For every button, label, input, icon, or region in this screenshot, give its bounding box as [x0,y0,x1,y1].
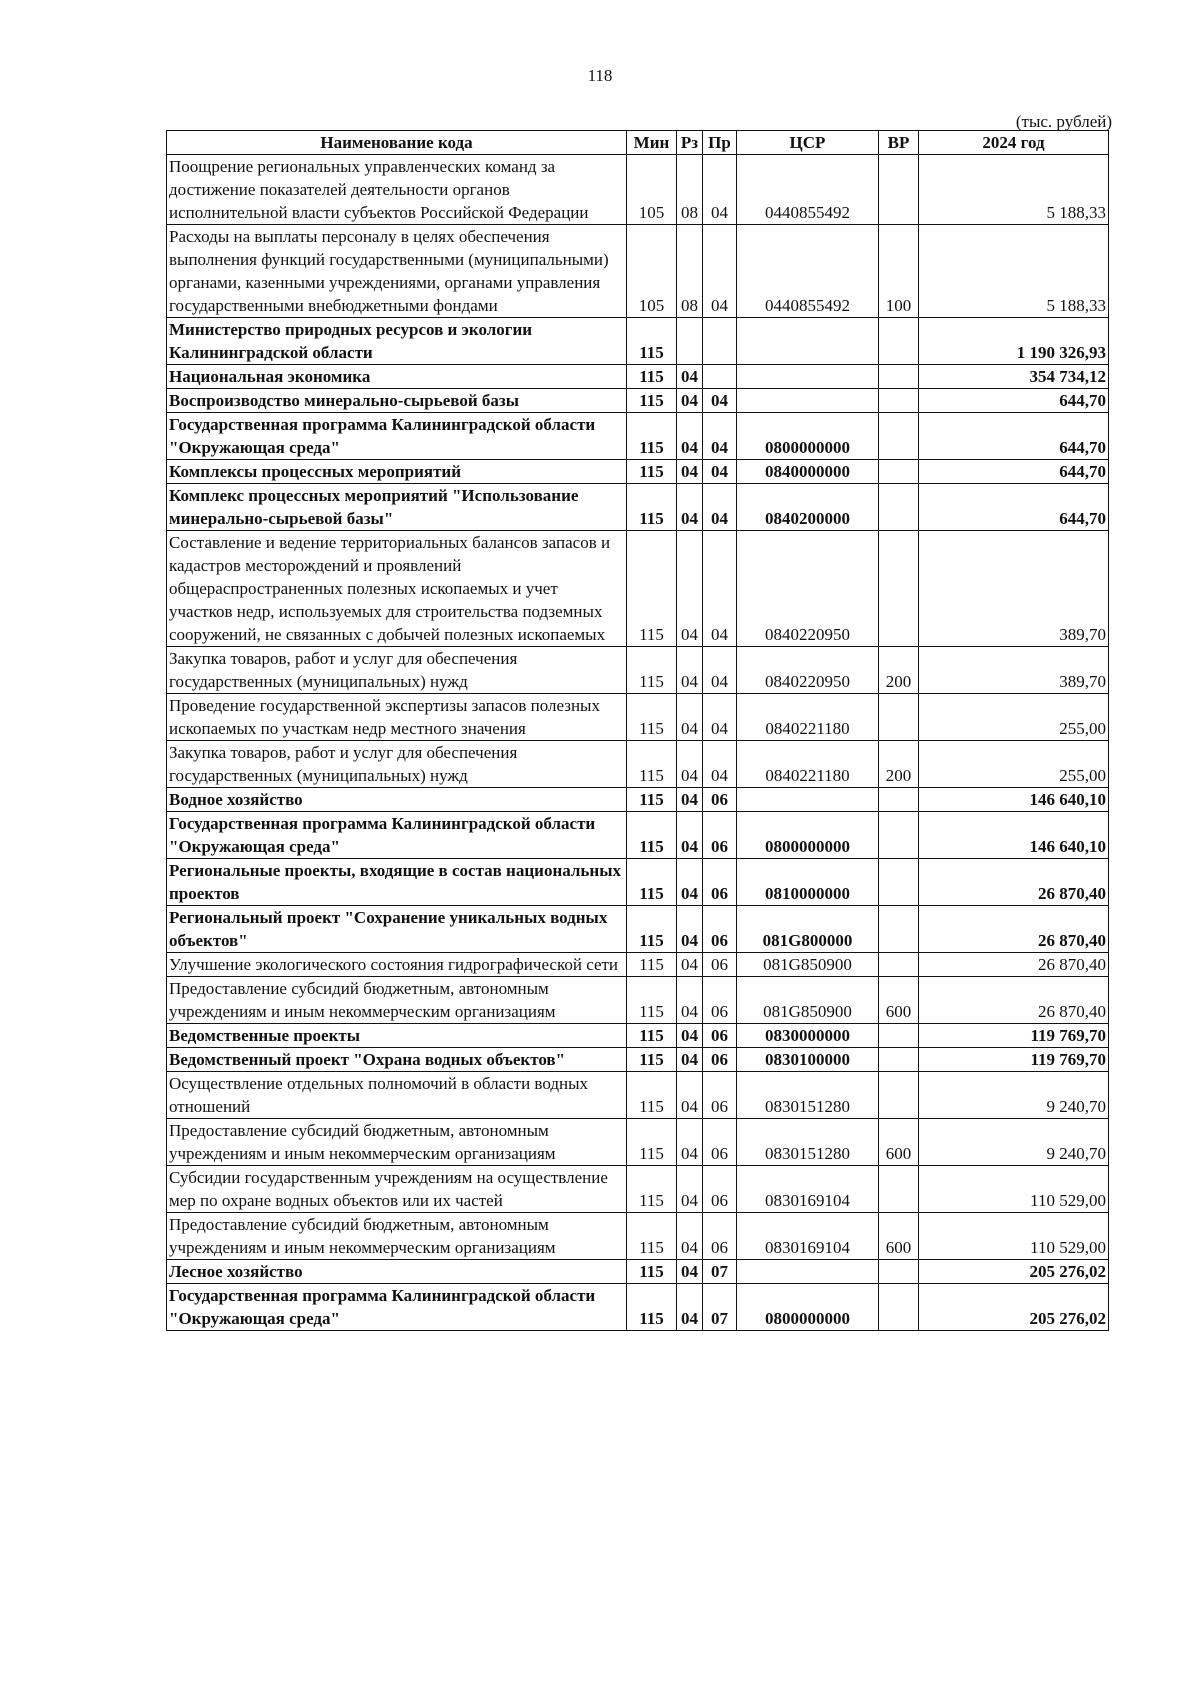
row-pr [703,365,737,389]
row-pr: 06 [703,953,737,977]
table-row [167,531,1109,647]
row-vr [879,953,919,977]
row-csr: 081G800000 [737,906,879,953]
row-min: 115 [627,531,677,647]
row-vr: 600 [879,1213,919,1260]
row-vr [879,389,919,413]
row-name: Министерство природных ресурсов и экологии Калининградской области [167,318,627,365]
row-pr: 04 [703,531,737,647]
row-csr: 0440855492 [737,155,879,225]
row-name: Закупка товаров, работ и услуг для обеспечения государственных (муниципальных) нужд [167,741,627,788]
row-pr: 04 [703,741,737,788]
row-min: 115 [627,1119,677,1166]
row-rz: 04 [677,1048,703,1072]
row-pr: 04 [703,225,737,318]
row-pr: 06 [703,1119,737,1166]
row-rz: 04 [677,531,703,647]
table-body [167,155,1109,1331]
table-row [167,812,1109,859]
row-min: 115 [627,1260,677,1284]
row-name: Предоставление субсидий бюджетным, автономным учреждениям и иным некоммерческим организациям [167,977,627,1024]
table-row [167,694,1109,741]
row-min: 115 [627,788,677,812]
row-vr: 200 [879,741,919,788]
row-min: 115 [627,1213,677,1260]
table-header-row [167,131,1109,155]
row-rz: 04 [677,859,703,906]
row-vr [879,859,919,906]
row-sum: 389,70 [919,531,1109,647]
row-sum: 110 529,00 [919,1166,1109,1213]
row-min: 105 [627,225,677,318]
row-vr [879,1048,919,1072]
row-rz: 04 [677,1260,703,1284]
row-min: 115 [627,647,677,694]
row-csr: 0830000000 [737,1024,879,1048]
row-min: 115 [627,694,677,741]
table-row [167,155,1109,225]
page-number: 118 [587,66,613,85]
row-name: Государственная программа Калининградской области "Окружающая среда" [167,812,627,859]
row-name: Национальная экономика [167,365,627,389]
row-sum: 255,00 [919,694,1109,741]
row-csr: 0830169104 [737,1166,879,1213]
row-csr: 0840000000 [737,460,879,484]
row-rz: 04 [677,953,703,977]
row-rz: 04 [677,812,703,859]
row-name: Составление и ведение территориальных балансов запасов и кадастров месторождений и проявлений общераспространенных полезных ископаемых и учет участков недр, используемых для строительства подземных сооружений, не связанных с добычей полезных ископаемых [167,531,627,647]
table-row [167,460,1109,484]
header-csr: ЦСР [737,131,879,155]
row-sum: 354 734,12 [919,365,1109,389]
row-min: 115 [627,906,677,953]
row-sum: 5 188,33 [919,225,1109,318]
table-row [167,788,1109,812]
row-min: 115 [627,1284,677,1331]
row-rz: 04 [677,788,703,812]
row-vr [879,460,919,484]
table-row [167,1048,1109,1072]
table-row [167,318,1109,365]
row-name: Предоставление субсидий бюджетным, автономным учреждениям и иным некоммерческим организациям [167,1119,627,1166]
row-rz: 08 [677,225,703,318]
row-csr: 0830169104 [737,1213,879,1260]
row-min: 115 [627,1048,677,1072]
table-row [167,977,1109,1024]
row-rz: 04 [677,484,703,531]
row-sum: 389,70 [919,647,1109,694]
row-sum: 9 240,70 [919,1072,1109,1119]
row-vr [879,413,919,460]
row-pr: 04 [703,413,737,460]
table-row [167,365,1109,389]
row-min: 115 [627,812,677,859]
row-min: 115 [627,389,677,413]
row-vr: 600 [879,977,919,1024]
units-note: (тыс. рублей) [1015,112,1112,131]
header-vr: ВР [879,131,919,155]
row-pr: 04 [703,647,737,694]
row-name: Водное хозяйство [167,788,627,812]
row-rz: 04 [677,906,703,953]
row-sum: 255,00 [919,741,1109,788]
table-row [167,225,1109,318]
row-vr [879,1284,919,1331]
table-row [167,1284,1109,1331]
row-name: Проведение государственной экспертизы запасов полезных ископаемых по участкам недр местного значения [167,694,627,741]
row-name: Комплекс процессных мероприятий "Использование минерально-сырьевой базы" [167,484,627,531]
table-row [167,1166,1109,1213]
row-name: Ведомственные проекты [167,1024,627,1048]
row-sum: 1 190 326,93 [919,318,1109,365]
table-row [167,389,1109,413]
row-name: Закупка товаров, работ и услуг для обеспечения государственных (муниципальных) нужд [167,647,627,694]
row-rz: 04 [677,1119,703,1166]
table-row [167,1213,1109,1260]
row-csr [737,365,879,389]
row-rz: 04 [677,389,703,413]
row-csr: 0840220950 [737,531,879,647]
header-pr: Пр [703,131,737,155]
row-name: Расходы на выплаты персоналу в целях обеспечения выполнения функций государственными (муниципальными) органами, казенными учреждениями, органами управления государственными внебюджетными фондами [167,225,627,318]
row-sum: 26 870,40 [919,859,1109,906]
row-vr [879,1072,919,1119]
row-pr: 04 [703,484,737,531]
table-row [167,859,1109,906]
row-name: Лесное хозяйство [167,1260,627,1284]
table-row [167,906,1109,953]
header-name: Наименование кода [167,131,627,155]
row-name: Субсидии государственным учреждениям на осуществление мер по охране водных объектов или их частей [167,1166,627,1213]
table-row [167,413,1109,460]
row-vr [879,906,919,953]
row-rz: 04 [677,413,703,460]
row-pr: 07 [703,1260,737,1284]
row-pr [703,318,737,365]
row-csr [737,318,879,365]
row-name: Улучшение экологического состояния гидрографической сети [167,953,627,977]
row-pr: 04 [703,460,737,484]
row-sum: 146 640,10 [919,812,1109,859]
row-vr [879,788,919,812]
row-vr [879,484,919,531]
row-rz: 04 [677,694,703,741]
budget-table [166,130,1109,1331]
row-pr: 04 [703,694,737,741]
row-rz: 08 [677,155,703,225]
row-min: 115 [627,953,677,977]
row-vr: 200 [879,647,919,694]
row-min: 115 [627,460,677,484]
row-vr [879,365,919,389]
row-rz: 04 [677,647,703,694]
table-row [167,1119,1109,1166]
row-csr: 081G850900 [737,977,879,1024]
row-name: Комплексы процессных мероприятий [167,460,627,484]
row-pr: 04 [703,389,737,413]
row-sum: 26 870,40 [919,906,1109,953]
row-sum: 110 529,00 [919,1213,1109,1260]
row-rz: 04 [677,977,703,1024]
row-pr: 06 [703,977,737,1024]
table-row [167,484,1109,531]
row-rz: 04 [677,1284,703,1331]
row-csr [737,1260,879,1284]
row-rz [677,318,703,365]
row-min: 115 [627,859,677,906]
row-csr: 0810000000 [737,859,879,906]
row-min: 115 [627,1166,677,1213]
row-pr: 06 [703,859,737,906]
table-row [167,647,1109,694]
row-name: Поощрение региональных управленческих команд за достижение показателей деятельности органов исполнительной власти субъектов Российской Федерации [167,155,627,225]
row-rz: 04 [677,1166,703,1213]
row-csr: 0840221180 [737,694,879,741]
row-csr: 0840200000 [737,484,879,531]
row-sum: 26 870,40 [919,977,1109,1024]
table-row [167,1024,1109,1048]
row-vr [879,531,919,647]
row-rz: 04 [677,1024,703,1048]
row-name: Региональные проекты, входящие в состав национальных проектов [167,859,627,906]
row-sum: 205 276,02 [919,1284,1109,1331]
row-sum: 5 188,33 [919,155,1109,225]
row-min: 115 [627,413,677,460]
table-row [167,1260,1109,1284]
row-min: 115 [627,977,677,1024]
row-pr: 06 [703,1166,737,1213]
row-sum: 9 240,70 [919,1119,1109,1166]
row-pr: 06 [703,1072,737,1119]
row-vr [879,155,919,225]
row-pr: 06 [703,1213,737,1260]
row-pr: 06 [703,788,737,812]
row-vr [879,1166,919,1213]
row-csr: 081G850900 [737,953,879,977]
row-pr: 06 [703,1048,737,1072]
row-csr: 0800000000 [737,1284,879,1331]
row-vr [879,1024,919,1048]
row-name: Предоставление субсидий бюджетным, автономным учреждениям и иным некоммерческим организациям [167,1213,627,1260]
row-vr [879,318,919,365]
row-min: 115 [627,1072,677,1119]
row-min: 115 [627,1024,677,1048]
row-csr: 0440855492 [737,225,879,318]
row-vr: 600 [879,1119,919,1166]
row-name: Ведомственный проект "Охрана водных объектов" [167,1048,627,1072]
row-rz: 04 [677,741,703,788]
row-vr [879,694,919,741]
row-name: Государственная программа Калининградской области "Окружающая среда" [167,413,627,460]
row-pr: 06 [703,1024,737,1048]
row-sum: 644,70 [919,460,1109,484]
row-pr: 04 [703,155,737,225]
row-sum: 146 640,10 [919,788,1109,812]
row-csr: 0800000000 [737,413,879,460]
row-vr [879,1260,919,1284]
row-sum: 26 870,40 [919,953,1109,977]
row-vr [879,812,919,859]
row-sum: 119 769,70 [919,1024,1109,1048]
row-name: Региональный проект "Сохранение уникальных водных объектов" [167,906,627,953]
row-rz: 04 [677,460,703,484]
row-sum: 119 769,70 [919,1048,1109,1072]
row-pr: 06 [703,906,737,953]
row-csr: 0830151280 [737,1119,879,1166]
row-min: 115 [627,741,677,788]
row-csr: 0840221180 [737,741,879,788]
row-name: Осуществление отдельных полномочий в области водных отношений [167,1072,627,1119]
row-min: 105 [627,155,677,225]
header-rz: Рз [677,131,703,155]
row-csr [737,389,879,413]
row-csr: 0830100000 [737,1048,879,1072]
row-vr: 100 [879,225,919,318]
row-sum: 644,70 [919,413,1109,460]
header-min: Мин [627,131,677,155]
row-rz: 04 [677,1213,703,1260]
row-name: Воспроизводство минерально-сырьевой базы [167,389,627,413]
row-csr: 0830151280 [737,1072,879,1119]
header-year: 2024 год [919,131,1109,155]
row-min: 115 [627,484,677,531]
row-min: 115 [627,318,677,365]
row-name: Государственная программа Калининградской области "Окружающая среда" [167,1284,627,1331]
row-sum: 644,70 [919,389,1109,413]
row-rz: 04 [677,1072,703,1119]
row-sum: 644,70 [919,484,1109,531]
row-csr [737,788,879,812]
row-csr: 0840220950 [737,647,879,694]
row-pr: 06 [703,812,737,859]
row-sum: 205 276,02 [919,1260,1109,1284]
table-row [167,1072,1109,1119]
row-pr: 07 [703,1284,737,1331]
row-min: 115 [627,365,677,389]
row-rz: 04 [677,365,703,389]
row-csr: 0800000000 [737,812,879,859]
table-row [167,953,1109,977]
table-row [167,741,1109,788]
